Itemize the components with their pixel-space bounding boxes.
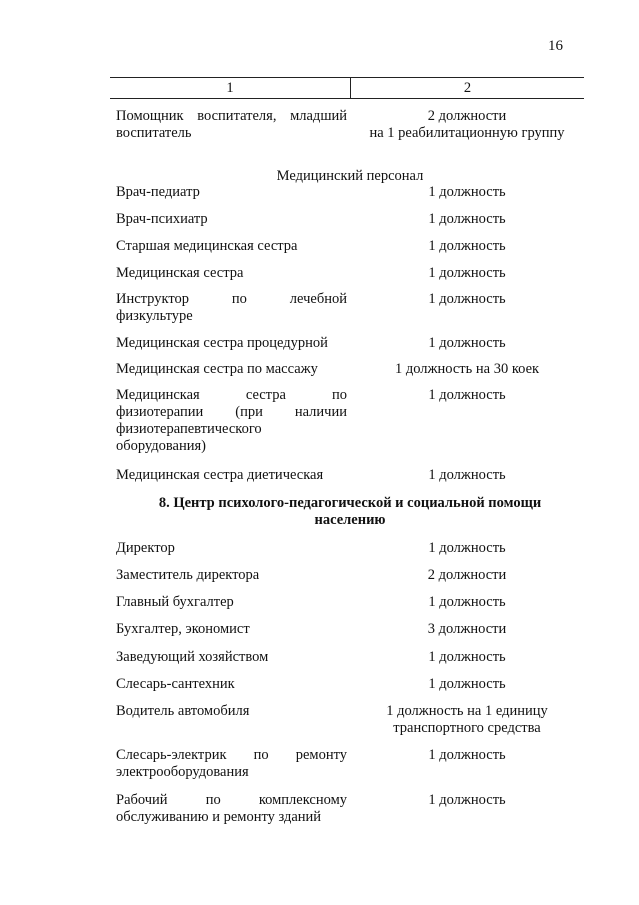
- row-right-cell: 1 должность: [428, 335, 506, 351]
- row-left-cell: Заместитель директора: [116, 567, 260, 583]
- left-line: физиотерапии (при наличии: [116, 404, 347, 420]
- left-line: воспитатель: [116, 125, 192, 141]
- left-line: физкультуре: [116, 308, 193, 324]
- right-line: 1 должность на 1 единицу: [386, 703, 548, 719]
- left-line: Слесарь-электрик по ремонту: [116, 747, 347, 763]
- row-right-cell: 2 должности: [427, 567, 507, 583]
- left-line: электрооборудования: [116, 764, 249, 780]
- section-title-line: 8. Центр психолого-педагогической и социальной помощи: [158, 495, 542, 511]
- row-left-cell: Слесарь-сантехник: [116, 676, 235, 692]
- row-left-cell: [116, 387, 347, 455]
- left-line: Инструктор по лечебной: [116, 291, 347, 307]
- row-right-cell: 1 должность: [428, 649, 506, 665]
- row-left-cell: Медицинская сестра по массажу: [116, 361, 318, 377]
- row-right-cell: 1 должность: [428, 540, 506, 556]
- left-line: обслуживанию и ремонту зданий: [116, 809, 322, 825]
- row-left-cell: Врач-педиатр: [116, 184, 200, 200]
- row-left-cell: Главный бухгалтер: [116, 594, 234, 610]
- row-left-cell: Медицинская сестра: [116, 265, 244, 281]
- row-left-cell: [116, 291, 347, 325]
- section-title-line: населению: [314, 512, 386, 528]
- row-right-cell: 1 должность: [428, 792, 506, 808]
- row-left-cell: [116, 108, 347, 142]
- table-header: [110, 77, 584, 99]
- row-right-cell: 1 должность на 30 коек: [394, 361, 540, 377]
- header-col-1: 1: [226, 80, 234, 96]
- row-right-cell: 1 должность: [428, 238, 506, 254]
- right-line: на 1 реабилитационную группу: [369, 125, 565, 141]
- row-right-cell: 3 должности: [427, 621, 507, 637]
- row-left-cell: Директор: [116, 540, 175, 556]
- page-number: 16: [548, 38, 563, 54]
- row-right-cell: 1 должность: [428, 184, 506, 200]
- left-line: Рабочий по комплексному: [116, 792, 347, 808]
- row-left-cell: [116, 792, 347, 826]
- left-line: физиотерапевтического: [116, 421, 262, 437]
- row-right-cell: 1 должность: [428, 594, 506, 610]
- row-left-cell: Врач-психиатр: [116, 211, 208, 227]
- row-right-cell: 1 должность: [428, 747, 506, 763]
- row-left-cell: Медицинская сестра диетическая: [116, 467, 324, 483]
- header-col-2: 2: [463, 80, 472, 96]
- row-left-cell: Водитель автомобиля: [116, 703, 250, 719]
- right-line: транспортного средства: [393, 720, 541, 736]
- row-left-cell: Медицинская сестра процедурной: [116, 335, 328, 351]
- row-right-cell: 1 должность: [428, 265, 506, 281]
- row-right-cell: [350, 108, 584, 142]
- right-line: 2 должности: [427, 108, 507, 124]
- row-left-cell: [116, 747, 347, 781]
- section-title: [116, 495, 584, 529]
- row-left-cell: Старшая медицинская сестра: [116, 238, 298, 254]
- left-line: Помощник воспитателя, младший: [116, 108, 347, 124]
- left-line: оборудования): [116, 438, 207, 454]
- row-right-cell: 1 должность: [428, 387, 506, 403]
- left-line: Медицинская сестра по: [116, 387, 347, 403]
- row-right-cell: 1 должность: [428, 676, 506, 692]
- subheading-medical: Медицинский персонал: [276, 168, 424, 184]
- row-right-cell: 1 должность: [428, 467, 506, 483]
- row-right-cell: [350, 703, 584, 737]
- row-right-cell: 1 должность: [428, 211, 506, 227]
- row-left-cell: Бухгалтер, экономист: [116, 621, 250, 637]
- row-left-cell: Заведующий хозяйством: [116, 649, 269, 665]
- row-right-cell: 1 должность: [428, 291, 506, 307]
